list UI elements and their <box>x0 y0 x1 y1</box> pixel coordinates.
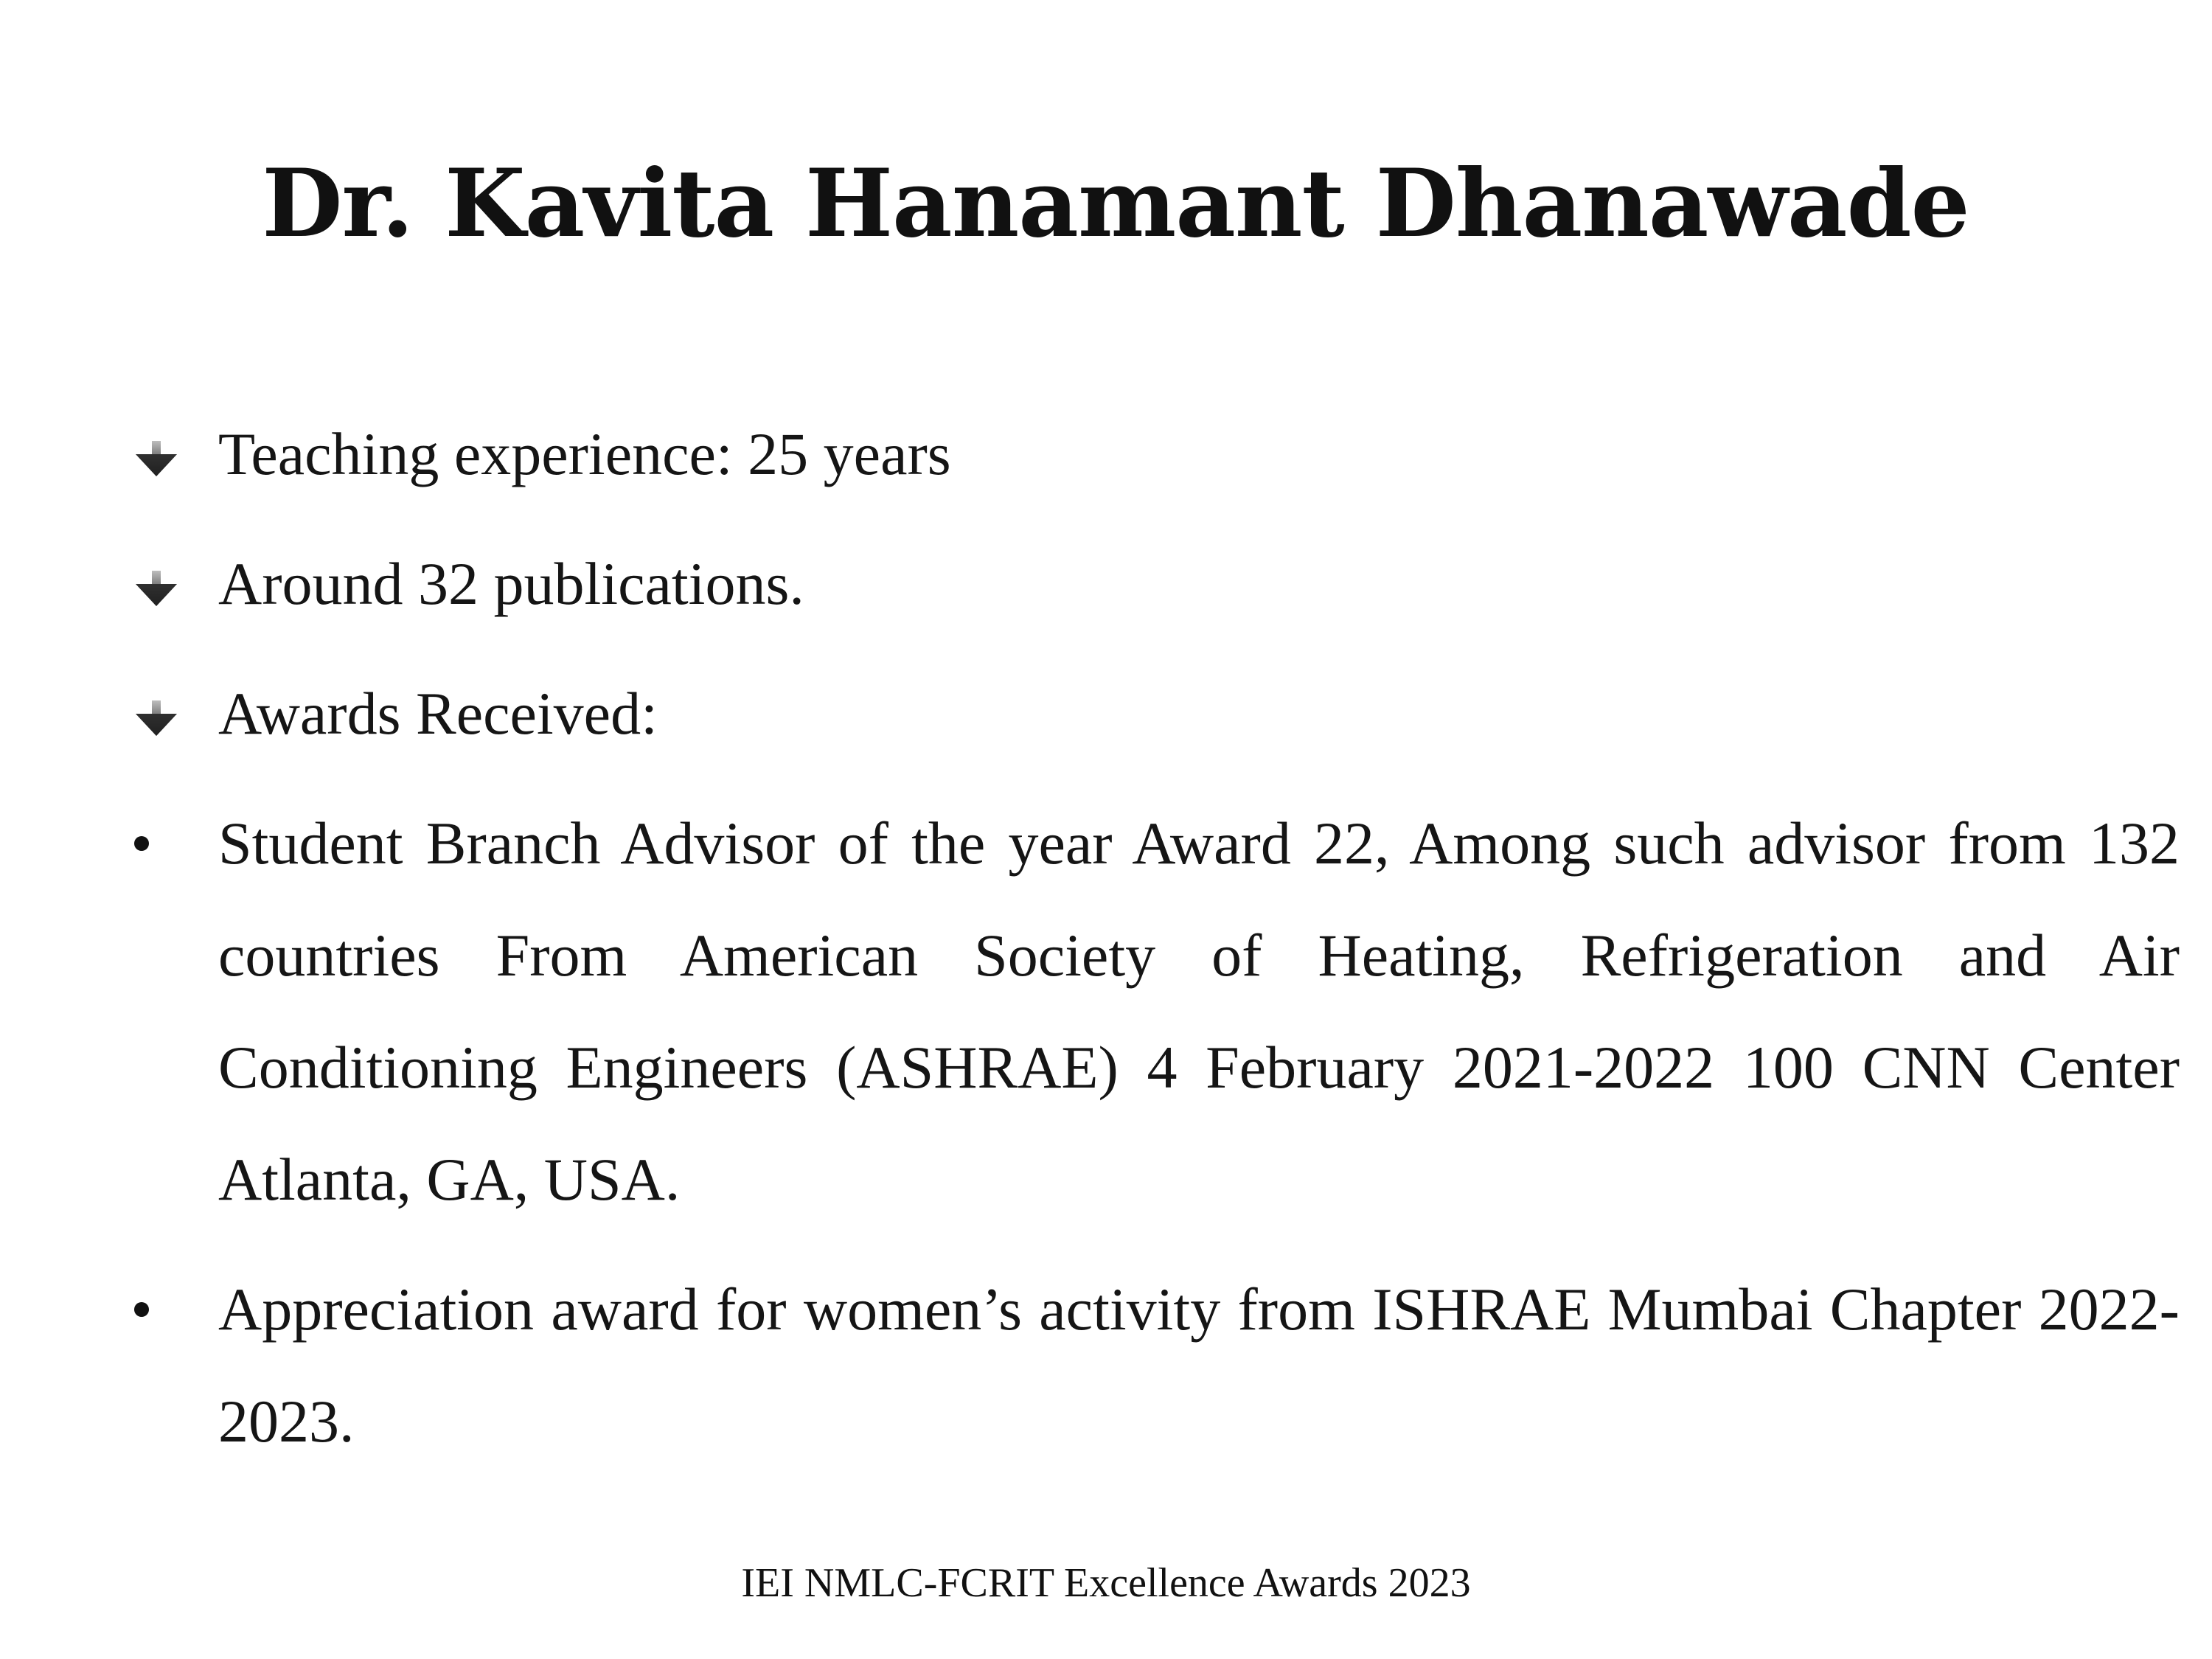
slide-footer: IEI NMLC-FCRIT Excellence Awards 2023 <box>741 1560 1471 1606</box>
award-item-text: Student Branch Advisor of the year Award 22, Among such advisor from 132 countries From American Society of Heating, Refrigeration and Air Conditioning Engineers (ASHRAE) 4 February 2021-2022 100 CNN Center Atlanta, GA, USA. <box>218 810 2180 1213</box>
arrow-down-bullet-icon <box>133 699 180 737</box>
dot-bullet-icon <box>134 1302 149 1317</box>
list-item-text: Around 32 publications. <box>218 550 804 617</box>
list-item-text: Teaching experience: 25 years <box>218 420 951 487</box>
arrow-down-bullet-icon <box>133 439 180 478</box>
award-item-text: Appreciation award for women’s activity from ISHRAE Mumbai Chapter 2022-2023. <box>218 1276 2180 1455</box>
arrow-down-bullet-icon <box>133 569 180 608</box>
dot-bullet-icon <box>134 836 149 851</box>
slide-title: Dr. Kavita Hanamant Dhanawade <box>262 149 1969 258</box>
list-item-text: Awards Received: <box>218 680 658 747</box>
